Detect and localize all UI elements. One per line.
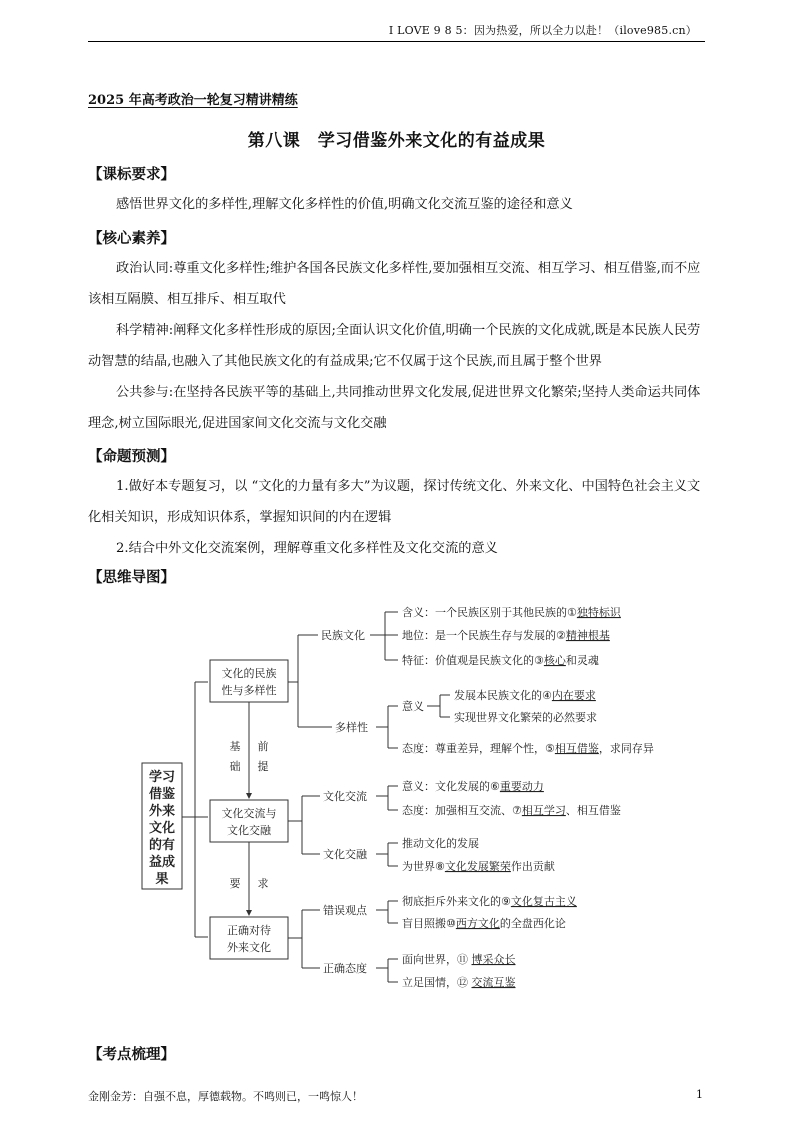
literacy-label: 政治认同:	[116, 261, 174, 276]
l2-label: 文化交融	[323, 848, 367, 861]
leaf-taidu	[402, 741, 654, 755]
lesson-title: 第八课 学习借鉴外来文化的有益成果	[247, 131, 546, 151]
leaf-zhengque-2	[402, 975, 516, 989]
leaf-text: 意义：文化发展的⑥	[402, 780, 500, 793]
link-label: 基	[229, 740, 241, 753]
leaf-cuowu-2	[402, 916, 566, 930]
literacy-item-political	[88, 253, 706, 315]
leaf-text: 和灵魂	[565, 654, 599, 667]
leaf-text: 特征：价值观是民族文化的③	[402, 654, 544, 667]
literacy-item-science	[88, 315, 706, 377]
leaf-yiyi-2: 实现世界文化繁荣的必然要求	[454, 711, 597, 724]
literacy-label: 公共参与:	[116, 385, 174, 400]
zhengque-bracket	[376, 959, 398, 982]
subject-title: 2025 年高考政治一轮复习精讲精练	[88, 93, 298, 108]
root-line: 果	[155, 872, 169, 887]
page-number: 1	[696, 1088, 703, 1101]
link-label: 要	[229, 877, 241, 890]
leaf-text: 、相互借鉴	[565, 804, 621, 817]
leaf-key: 博采众长	[471, 953, 516, 966]
branch-1-bracket	[288, 635, 332, 727]
section-heading-kaodian: 【考点梳理】	[88, 1046, 175, 1063]
leaf-jiaoliu-2	[402, 803, 621, 817]
prediction-item-1: 1.做好本专题复习，以 “文化的力量有多大”为议题，探讨传统文化、外来文化、中国特色社会主义文化相关知识，形成知识体系，掌握知识间的内在逻辑	[88, 479, 701, 525]
leaf-jiaoliu-1	[402, 779, 544, 793]
leaf-key: 文化复古主义	[510, 895, 577, 908]
leaf-text: 盲目照搬⑩	[402, 917, 456, 930]
l1-label: 文化交流与	[221, 807, 277, 820]
jiaoliu-bracket	[376, 786, 398, 810]
leaf-text: 的全盘西化论	[499, 917, 566, 930]
literacy-label: 科学精神:	[116, 323, 174, 338]
jiaorong-bracket	[376, 843, 398, 866]
leaf-text: 发展本民族文化的④	[454, 689, 552, 702]
leaf-text: 态度：尊重差异，理解个性，⑤	[402, 742, 555, 755]
leaf-jiaorong-1: 推动文化的发展	[402, 837, 479, 850]
leaf-jiaorong-2	[402, 859, 555, 873]
leaf-text: 彻底拒斥外来文化的⑨	[402, 895, 511, 908]
l2-label: 民族文化	[321, 629, 365, 642]
leaf-key: 相互学习	[521, 804, 566, 817]
leaf-text: ，求同存异	[598, 742, 654, 755]
leaf-text: 含义：一个民族区别于其他民族的①	[402, 606, 577, 619]
literacy-text: 阐释文化多样性形成的原因;全面认识文化价值,明确一个民族的文化成就,既是本民族人民劳动智慧的结晶,也融入了其他民族文化的有益成果;它不仅属于这个民族,而且属于整个世界	[88, 323, 701, 369]
l2-label: 错误观点	[323, 904, 367, 917]
root-bracket	[182, 682, 208, 937]
leaf-key: 内在要求	[551, 689, 596, 702]
curriculum-text: 感悟世界文化的多样性,理解文化多样性的价值,明确文化交流互鉴的途径和意义	[116, 197, 573, 212]
section-heading-mindmap: 【思维导图】	[88, 569, 175, 586]
leaf-key: 交流互鉴	[471, 976, 516, 989]
leaf-key: 文化发展繁荣	[444, 860, 511, 873]
leaf-minzu-feature	[402, 653, 599, 667]
link-label: 求	[257, 877, 269, 890]
page-header-text: I LOVE 9 8 5：因为热爱，所以全力以赴！（ilove985.cn）	[388, 24, 697, 37]
leaf-zhengque-1	[402, 952, 516, 966]
leaf-text: 为世界⑧	[402, 860, 445, 873]
l2-label: 文化交流	[323, 790, 367, 803]
leaf-text: 地位：是一个民族生存与发展的②	[402, 629, 566, 642]
root-line: 文化	[148, 821, 176, 836]
literacy-item-public	[88, 377, 706, 439]
section-heading-curriculum: 【课标要求】	[88, 166, 175, 183]
footer-motto: 金刚金芳：自强不息，厚德载物。不鸣则已，一鸣惊人！	[88, 1090, 363, 1103]
prediction-item-2: 2.结合中外文化交流案例，理解尊重文化多样性及文化交流的意义	[116, 541, 498, 556]
minzu-bracket	[370, 612, 398, 660]
leaf-minzu-meaning	[402, 605, 622, 619]
l1-label: 文化交融	[227, 824, 271, 837]
leaf-key: 西方文化	[455, 917, 500, 930]
link-label: 提	[257, 760, 269, 773]
l1-label: 文化的民族	[221, 667, 277, 680]
leaf-key: 核心	[543, 654, 566, 667]
leaf-key: 精神根基	[565, 629, 610, 642]
leaf-minzu-status	[402, 628, 610, 642]
root-line: 外来	[148, 804, 176, 819]
leaf-yiyi-label: 意义	[402, 700, 424, 713]
l1-label: 性与多样性	[221, 684, 277, 697]
section-heading-literacy: 【核心素养】	[88, 230, 175, 247]
root-line: 借鉴	[148, 787, 176, 802]
root-line: 的有	[148, 838, 176, 853]
branch-3-bracket	[288, 910, 320, 968]
link-label: 础	[229, 760, 241, 773]
root-line: 学习	[148, 770, 176, 785]
leaf-key: 独特标识	[576, 606, 621, 619]
literacy-text: 在坚持各民族平等的基础上,共同推动世界文化发展,促进世界文化繁荣;坚持人类命运共同体理念,树立国际眼光,促进国家间文化交流与文化交融	[88, 385, 701, 431]
leaf-key: 重要动力	[499, 780, 544, 793]
literacy-text: 尊重文化多样性;维护各国各民族文化多样性,要加强相互交流、相互学习、相互借鉴,而不应该相互隔膜、相互排斥、相互取代	[88, 261, 701, 307]
leaf-key: 相互借鉴	[554, 742, 599, 755]
cuowu-bracket	[376, 901, 398, 923]
mind-map-diagram	[140, 595, 660, 1015]
section-heading-prediction: 【命题预测】	[88, 448, 175, 465]
header-divider	[88, 41, 705, 42]
branch-2-bracket	[288, 796, 320, 854]
leaf-text: 作出贡献	[510, 860, 555, 873]
yiyi-bracket	[427, 695, 450, 717]
root-line: 益成	[148, 855, 176, 870]
leaf-yiyi-1	[454, 688, 596, 702]
link-label: 前	[257, 740, 269, 753]
leaf-cuowu-1	[402, 894, 577, 908]
duoyang-bracket	[376, 706, 398, 748]
l2-label: 正确态度	[323, 962, 367, 975]
leaf-text: 面向世界，⑪	[402, 953, 472, 966]
mindmap-root	[142, 763, 182, 889]
l1-label: 正确对待	[227, 924, 271, 937]
l2-label: 多样性	[335, 721, 368, 734]
leaf-text: 态度：加强相互交流、⑦	[402, 804, 522, 817]
l1-label: 外来文化	[227, 941, 271, 954]
leaf-text: 立足国情，⑫	[402, 976, 472, 989]
